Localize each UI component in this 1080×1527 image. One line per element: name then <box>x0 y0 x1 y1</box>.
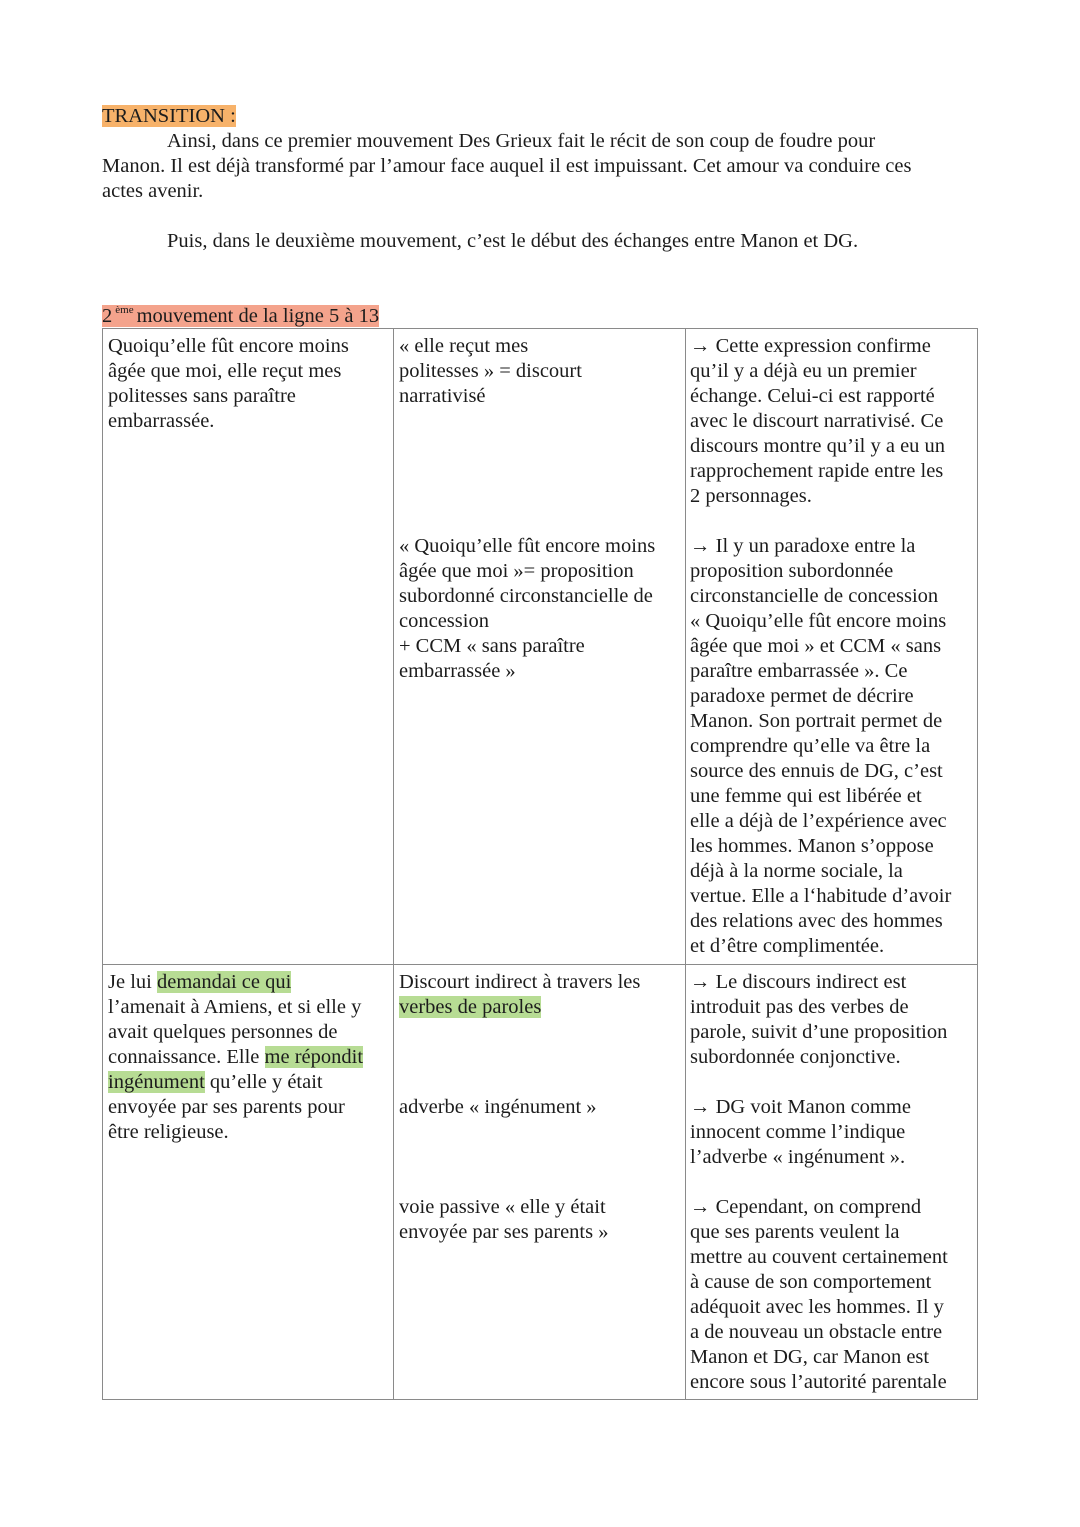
row2-interpretation-1-line: → Le discours indirect est <box>690 971 907 993</box>
row1-interpretation-1-line: → Cette expression confirme <box>690 335 931 357</box>
section-number: 2 <box>102 305 113 327</box>
row1-interpretation-2-line: → Il y un paradoxe entre la <box>690 535 916 557</box>
row1-interpretation-1-line: discours montre qu’il y a eu un <box>690 435 946 457</box>
row2-quote-highlight: ingénument <box>108 1071 205 1093</box>
row1-quote-line: âgée que moi, elle reçut mes <box>108 360 342 382</box>
row2-interpretation-1-line: parole, suivit d’une proposition <box>690 1021 948 1043</box>
row1-procedure-2-line: âgée que moi »= proposition <box>399 560 634 582</box>
row2-quote-line: avait quelques personnes de <box>108 1021 338 1043</box>
row2-quote-line: l’amenait à Amiens, et si elle y <box>108 996 362 1018</box>
row1-interpretation-2-cell <box>690 534 951 959</box>
row1-interpretation-2-line: âgée que moi » et CCM « sans <box>690 635 942 657</box>
row2-procedure-1-line: Discourt indirect à travers les <box>399 971 641 993</box>
transition-paragraph-2: Puis, dans le deuxième mouvement, c’est le début des échanges entre Manon et DG. <box>167 230 859 252</box>
transition-paragraph-line-2: Manon. Il est déjà transformé par l’amour face auquel il est impuissant. Cet amour va conduire ces <box>102 155 912 177</box>
row1-procedure-2-cell <box>399 534 655 684</box>
row2-quote-highlight: demandai ce qui <box>156 971 292 993</box>
row1-quote-cell <box>108 334 349 434</box>
row2-interpretation-3-line: a de nouveau un obstacle entre <box>690 1321 943 1343</box>
section-title: mouvement de la ligne 5 à 13 <box>136 305 380 327</box>
row2-interpretation-2-line: innocent comme l’indique <box>690 1121 906 1143</box>
row1-quote-line: Quoiqu’elle fût encore moins <box>108 335 349 357</box>
row2-quote-line: être religieuse. <box>108 1121 229 1143</box>
row2-procedure-2-line: adverbe « ingénument » <box>399 1096 597 1118</box>
transition-heading-text: TRANSITION : <box>102 105 236 127</box>
row2-quote-line <box>108 1070 363 1095</box>
row2-quote-line: envoyée par ses parents pour <box>108 1096 345 1118</box>
row1-interpretation-2-line: Manon. Son portrait permet de <box>690 710 943 732</box>
row1-interpretation-2-line: « Quoiqu’elle fût encore moins <box>690 610 947 632</box>
row1-procedure-2-line: embarrassée » <box>399 660 516 682</box>
row1-procedure-2-line: « Quoiqu’elle fût encore moins <box>399 535 656 557</box>
row1-procedure-2-line: concession <box>399 610 489 632</box>
row2-procedure-1-line <box>399 995 640 1020</box>
row1-procedure-1-cell <box>399 334 582 409</box>
row1-interpretation-2-line: une femme qui est libérée et <box>690 785 922 807</box>
row1-interpretation-1-line: 2 personnages. <box>690 485 812 507</box>
row2-interpretation-3-line: Manon et DG, car Manon est <box>690 1346 930 1368</box>
row2-quote-cell <box>108 970 363 1145</box>
table-border-left <box>102 328 103 1400</box>
transition-paragraph-line-3: actes avenir. <box>102 180 204 202</box>
table-border-bottom <box>102 1399 978 1400</box>
row2-procedure-1-cell <box>399 970 640 1020</box>
row2-interpretation-2-line: l’adverbe « ingénument ». <box>690 1146 906 1168</box>
row1-interpretation-2-line: paraître embarrassée ». Ce <box>690 660 908 682</box>
row2-interpretation-2-line: → DG voit Manon comme <box>690 1096 911 1118</box>
row1-interpretation-2-line: elle a déjà de l’expérience avec <box>690 810 947 832</box>
row2-interpretation-1-line: introduit pas des verbes de <box>690 996 909 1018</box>
row1-interpretation-1-line: échange. Celui-ci est rapporté <box>690 385 935 407</box>
row1-interpretation-2-line: proposition subordonnée <box>690 560 894 582</box>
row1-interpretation-1-line: avec le discourt narrativisé. Ce <box>690 410 944 432</box>
row2-procedure-2-cell <box>399 1095 597 1120</box>
table-row-divider <box>102 964 978 965</box>
row2-procedure-3-line: voie passive « elle y était <box>399 1196 606 1218</box>
row2-interpretation-3-line: encore sous l’autorité parentale <box>690 1371 947 1393</box>
row2-quote-text: Je lui <box>108 971 157 993</box>
row2-interpretation-3-line: à cause de son comportement <box>690 1271 932 1293</box>
row2-procedure-3-cell <box>399 1195 608 1245</box>
row2-quote-highlight: me répondit <box>264 1046 364 1068</box>
row2-procedure-1-highlight: verbes de paroles <box>399 996 542 1018</box>
row2-interpretation-3-cell <box>690 1195 948 1395</box>
row1-procedure-1-line: politesses » = discourt <box>399 360 582 382</box>
row1-procedure-2-line: subordonné circonstancielle de <box>399 585 653 607</box>
row1-procedure-2-line: + CCM « sans paraître <box>399 635 585 657</box>
row2-quote-text: connaissance. Elle <box>108 1046 265 1068</box>
row1-interpretation-2-line: source des ennuis de DG, c’est <box>690 760 943 782</box>
row1-interpretation-2-line: circonstancielle de concession <box>690 585 939 607</box>
row1-interpretation-2-line: et d’être complimentée. <box>690 935 885 957</box>
table-column-divider-1 <box>393 328 394 1400</box>
row1-interpretation-1-line: rapprochement rapide entre les <box>690 460 944 482</box>
row1-procedure-1-line: « elle reçut mes <box>399 335 529 357</box>
transition-heading <box>102 104 236 129</box>
table-column-divider-2 <box>685 328 686 1400</box>
row2-quote-text: qu’elle y était <box>204 1071 323 1093</box>
table-border-top <box>102 328 978 329</box>
row2-procedure-3-line: envoyée par ses parents » <box>399 1221 609 1243</box>
row1-interpretation-2-line: des relations avec des hommes <box>690 910 943 932</box>
row1-interpretation-1-line: qu’il y a déjà eu un premier <box>690 360 917 382</box>
row1-procedure-1-line: narrativisé <box>399 385 486 407</box>
row2-interpretation-1-line: subordonnée conjonctive. <box>690 1046 901 1068</box>
row1-quote-line: embarrassée. <box>108 410 215 432</box>
row2-quote-line <box>108 1045 363 1070</box>
section-heading <box>102 304 379 329</box>
row1-interpretation-2-line: vertue. Elle a l‘habitude d’avoir <box>690 885 952 907</box>
row2-interpretation-2-cell <box>690 1095 911 1170</box>
row2-interpretation-3-line: adéquoit avec les hommes. Il y <box>690 1296 944 1318</box>
section-heading-highlight <box>102 305 379 327</box>
row2-quote-line <box>108 970 363 995</box>
row2-interpretation-3-line: que ses parents veulent la <box>690 1221 900 1243</box>
row2-interpretation-3-line: mettre au couvent certainement <box>690 1246 948 1268</box>
row1-interpretation-2-line: comprendre qu’elle va être la <box>690 735 931 757</box>
row1-quote-line: politesses sans paraître <box>108 385 296 407</box>
row1-interpretation-2-line: paradoxe permet de décrire <box>690 685 914 707</box>
analysis-table <box>102 328 978 1400</box>
row2-interpretation-1-cell <box>690 970 947 1070</box>
table-border-right <box>977 328 978 1400</box>
row1-interpretation-1-cell <box>690 334 945 509</box>
transition-paragraph-line-1: Ainsi, dans ce premier mouvement Des Grieux fait le récit de son coup de foudre pour <box>167 130 876 152</box>
section-superscript: ème <box>115 304 134 316</box>
row1-interpretation-2-line: déjà à la norme sociale, la <box>690 860 903 882</box>
row1-interpretation-2-line: les hommes. Manon s’oppose <box>690 835 934 857</box>
row2-interpretation-3-line: → Cependant, on comprend <box>690 1196 922 1218</box>
